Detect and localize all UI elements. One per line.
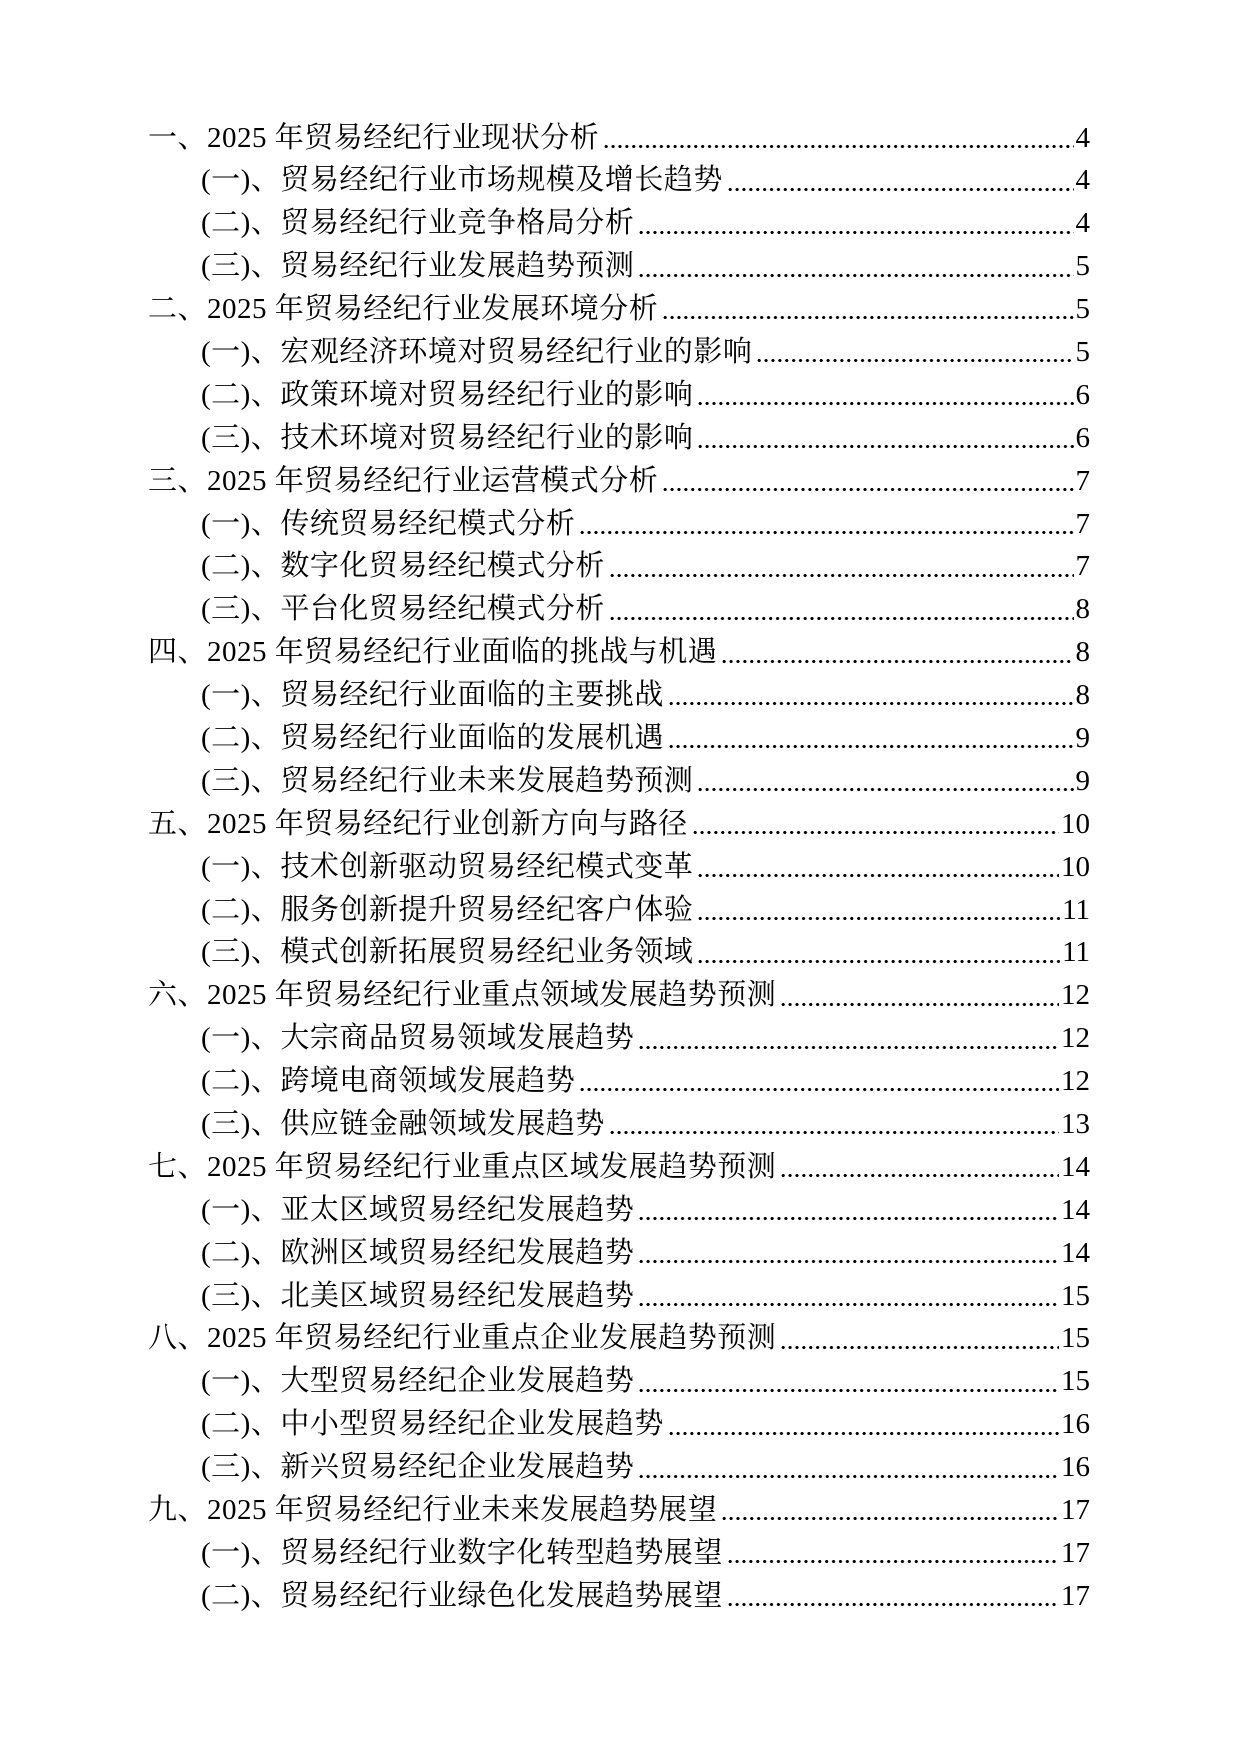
dot-leader: [781, 1000, 1059, 1009]
dot-leader: [728, 1600, 1059, 1609]
dot-leader: [693, 828, 1059, 837]
toc-entry-page-number: 14: [1061, 1236, 1090, 1269]
dot-leader: [698, 957, 1060, 966]
toc-entry-page-number: 15: [1061, 1365, 1090, 1398]
table-of-contents: [148, 112, 1090, 1613]
toc-entry[interactable]: [148, 155, 1090, 198]
toc-entry[interactable]: [148, 755, 1090, 798]
dot-leader: [698, 399, 1073, 408]
toc-entry-label: 六、2025 年贸易经纪行业重点领域发展趋势预测: [148, 979, 777, 1012]
toc-entry[interactable]: [148, 412, 1090, 455]
toc-entry-page-number: 14: [1061, 1193, 1090, 1226]
dot-leader: [580, 1085, 1059, 1094]
toc-entry-page-number: 13: [1061, 1108, 1090, 1141]
toc-entry-page-number: 4: [1075, 207, 1090, 240]
dot-leader: [698, 871, 1059, 880]
toc-entry[interactable]: [148, 241, 1090, 284]
toc-entry-page-number: 9: [1075, 764, 1090, 797]
toc-entry[interactable]: [148, 1527, 1090, 1570]
toc-entry-label: (三)、贸易经纪行业未来发展趋势预测: [201, 764, 694, 797]
dot-leader: [669, 1429, 1059, 1438]
dot-leader: [698, 914, 1060, 923]
toc-entry-page-number: 16: [1061, 1451, 1090, 1484]
toc-entry[interactable]: [148, 1313, 1090, 1356]
toc-entry-page-number: 8: [1075, 636, 1090, 669]
toc-entry[interactable]: [148, 369, 1090, 412]
dot-leader: [639, 1214, 1059, 1223]
toc-entry-label: (一)、亚太区域贸易经纪发展趋势: [201, 1193, 635, 1226]
toc-entry[interactable]: [148, 1227, 1090, 1270]
toc-entry-page-number: 7: [1075, 507, 1090, 540]
toc-entry[interactable]: [148, 498, 1090, 541]
toc-entry-label: (二)、政策环境对贸易经纪行业的影响: [201, 378, 694, 411]
toc-entry-label: (三)、供应链金融领域发展趋势: [201, 1108, 605, 1141]
toc-entry-label: 五、2025 年贸易经纪行业创新方向与路径: [148, 807, 688, 840]
toc-entry-label: (三)、平台化贸易经纪模式分析: [201, 593, 605, 626]
toc-entry-label: (三)、模式创新拓展贸易经纪业务领域: [201, 936, 694, 969]
dot-leader: [580, 528, 1073, 537]
toc-entry[interactable]: [148, 798, 1090, 841]
toc-entry-label: (一)、技术创新驱动贸易经纪模式变革: [201, 850, 694, 883]
toc-entry-page-number: 16: [1061, 1408, 1090, 1441]
toc-entry-page-number: 4: [1075, 121, 1090, 154]
toc-entry-page-number: 14: [1061, 1150, 1090, 1183]
dot-leader: [663, 485, 1073, 494]
toc-entry-label: (三)、技术环境对贸易经纪行业的影响: [201, 421, 694, 454]
toc-entry-label: 二、2025 年贸易经纪行业发展环境分析: [148, 293, 659, 326]
toc-entry-page-number: 10: [1061, 850, 1090, 883]
toc-entry[interactable]: [148, 541, 1090, 584]
toc-entry-page-number: 17: [1061, 1536, 1090, 1569]
toc-entry[interactable]: [148, 627, 1090, 670]
toc-entry-label: 一、2025 年贸易经纪行业现状分析: [148, 121, 600, 154]
dot-leader: [728, 1557, 1059, 1566]
toc-entry-label: (一)、大型贸易经纪企业发展趋势: [201, 1365, 635, 1398]
toc-entry[interactable]: [148, 927, 1090, 970]
toc-entry-label: 七、2025 年贸易经纪行业重点区域发展趋势预测: [148, 1150, 777, 1183]
dot-leader: [639, 228, 1073, 237]
toc-entry-page-number: 7: [1075, 464, 1090, 497]
toc-entry[interactable]: [148, 1485, 1090, 1528]
toc-entry[interactable]: [148, 970, 1090, 1013]
dot-leader: [639, 1386, 1059, 1395]
toc-entry-label: (一)、贸易经纪行业数字化转型趋势展望: [201, 1536, 723, 1569]
toc-entry[interactable]: [148, 1442, 1090, 1485]
toc-entry-label: (三)、北美区域贸易经纪发展趋势: [201, 1279, 635, 1312]
toc-entry[interactable]: [148, 326, 1090, 369]
toc-entry[interactable]: [148, 1184, 1090, 1227]
toc-entry[interactable]: [148, 1570, 1090, 1613]
toc-entry[interactable]: [148, 284, 1090, 327]
toc-entry-label: (二)、数字化贸易经纪模式分析: [201, 550, 605, 583]
toc-entry[interactable]: [148, 1013, 1090, 1056]
toc-entry[interactable]: [148, 1141, 1090, 1184]
toc-entry-label: 八、2025 年贸易经纪行业重点企业发展趋势预测: [148, 1322, 777, 1355]
toc-entry-label: (二)、欧洲区域贸易经纪发展趋势: [201, 1236, 635, 1269]
toc-entry-page-number: 5: [1075, 293, 1090, 326]
toc-entry[interactable]: [148, 1098, 1090, 1141]
toc-entry-label: (二)、中小型贸易经纪企业发展趋势: [201, 1408, 664, 1441]
dot-leader: [610, 571, 1074, 580]
toc-entry[interactable]: [148, 198, 1090, 241]
dot-leader: [610, 1128, 1059, 1137]
toc-entry-page-number: 15: [1061, 1322, 1090, 1355]
dot-leader: [698, 442, 1073, 451]
toc-entry-page-number: 15: [1061, 1279, 1090, 1312]
dot-leader: [698, 785, 1073, 794]
dot-leader: [781, 1171, 1059, 1180]
toc-entry[interactable]: [148, 1270, 1090, 1313]
toc-entry[interactable]: [148, 1356, 1090, 1399]
toc-entry-label: (一)、大宗商品贸易领域发展趋势: [201, 1022, 635, 1055]
toc-entry-label: (二)、贸易经纪行业绿色化发展趋势展望: [201, 1579, 723, 1612]
toc-entry-label: (二)、贸易经纪行业面临的发展机遇: [201, 722, 664, 755]
toc-entry-page-number: 10: [1061, 807, 1090, 840]
toc-entry-page-number: 12: [1061, 1065, 1090, 1098]
toc-entry-label: 九、2025 年贸易经纪行业未来发展趋势展望: [148, 1494, 718, 1527]
dot-leader: [781, 1343, 1059, 1352]
dot-leader: [639, 1257, 1059, 1266]
toc-entry-label: (三)、贸易经纪行业发展趋势预测: [201, 250, 635, 283]
toc-entry-label: (二)、跨境电商领域发展趋势: [201, 1065, 576, 1098]
toc-entry[interactable]: [148, 884, 1090, 927]
toc-entry[interactable]: [148, 584, 1090, 627]
toc-entry[interactable]: [148, 712, 1090, 755]
toc-entry-page-number: 9: [1075, 722, 1090, 755]
toc-entry-page-number: 8: [1075, 679, 1090, 712]
toc-entry-label: 三、2025 年贸易经纪行业运营模式分析: [148, 464, 659, 497]
toc-entry-page-number: 17: [1061, 1579, 1090, 1612]
dot-leader: [639, 1300, 1059, 1309]
dot-leader: [728, 185, 1074, 194]
dot-leader: [722, 1514, 1059, 1523]
toc-entry-page-number: 12: [1061, 1022, 1090, 1055]
dot-leader: [663, 313, 1073, 322]
toc-entry-page-number: 11: [1062, 936, 1090, 969]
toc-entry[interactable]: [148, 1399, 1090, 1442]
toc-entry[interactable]: [148, 841, 1090, 884]
dot-leader: [604, 142, 1073, 151]
dot-leader: [669, 742, 1074, 751]
toc-entry[interactable]: [148, 1056, 1090, 1099]
toc-entry-label: (一)、贸易经纪行业面临的主要挑战: [201, 679, 664, 712]
dot-leader: [610, 614, 1074, 623]
toc-entry-label: (一)、宏观经济环境对贸易经纪行业的影响: [201, 336, 753, 368]
dot-leader: [757, 356, 1073, 365]
toc-entry-page-number: 6: [1075, 378, 1090, 411]
dot-leader: [669, 699, 1074, 708]
toc-entry-label: (一)、传统贸易经纪模式分析: [201, 507, 576, 540]
toc-entry-label: (二)、贸易经纪行业竞争格局分析: [201, 207, 635, 240]
dot-leader: [639, 1043, 1059, 1052]
toc-entry-label: (二)、服务创新提升贸易经纪客户体验: [201, 893, 694, 926]
toc-entry-label: (三)、新兴贸易经纪企业发展趋势: [201, 1451, 635, 1484]
dot-leader: [639, 271, 1073, 280]
toc-entry-page-number: 6: [1075, 421, 1090, 454]
toc-entry-page-number: 5: [1075, 250, 1090, 283]
dot-leader: [722, 657, 1073, 666]
toc-entry-page-number: 7: [1075, 550, 1090, 583]
toc-entry-page-number: 5: [1075, 336, 1090, 368]
toc-entry[interactable]: [148, 670, 1090, 713]
toc-entry-label: 四、2025 年贸易经纪行业面临的挑战与机遇: [148, 636, 718, 669]
toc-entry-label: (一)、贸易经纪行业市场规模及增长趋势: [201, 164, 723, 197]
dot-leader: [639, 1472, 1059, 1481]
toc-entry-page-number: 11: [1062, 893, 1090, 926]
toc-entry-page-number: 17: [1061, 1494, 1090, 1527]
toc-entry[interactable]: [148, 112, 1090, 155]
toc-entry[interactable]: [148, 455, 1090, 498]
toc-entry-page-number: 8: [1075, 593, 1090, 626]
toc-entry-page-number: 4: [1075, 164, 1090, 197]
toc-entry-page-number: 12: [1061, 979, 1090, 1012]
